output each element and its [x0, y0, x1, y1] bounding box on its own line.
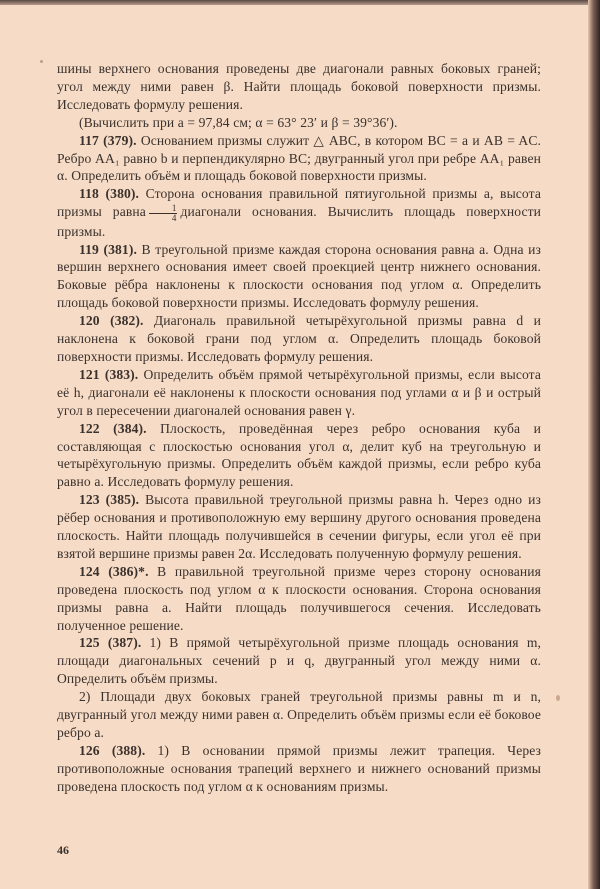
problem-125-part-1: 125 (387). 1) В прямой четырёхугольной призме площадь основания m, площади диагональных сечений p и q, двугранный угол между ними α. Определить объём призмы.: [57, 635, 541, 687]
paragraph-116-calculation: (Вычислить при a = 97,84 см; α = 63° 23′ и β = 39°36′).: [79, 114, 398, 130]
problem-124: 124 (386)*. В правильной треугольной призме через сторону основания проведена плоскость под углом α к плоскости основания. Сторона основания призмы равна a. Найти площадь получившегося сечения. Исследовать полученное решение.: [57, 563, 542, 633]
problem-number: 123 (385).: [79, 492, 140, 508]
page-top-edge: [0, 0, 600, 5]
paper-speck: [40, 60, 43, 63]
paper-speck: [556, 695, 560, 701]
problem-number: 126 (388).: [79, 742, 146, 758]
problem-121: 121 (383). Определить объём прямой четырёхугольной призмы, если высота её h, диагонали её наклонены к плоскости основания под углами α и β и острый угол в пересечении диагоналей основания равен γ.: [57, 366, 542, 418]
page-body: [57, 60, 541, 796]
problem-125-part-2: 2) Площади двух боковых граней треугольной призмы равны m и n, двугранный угол между ними равен α. Определить объём призмы если её боковое ребро a.: [57, 689, 541, 740]
problem-number: 124 (386)*.: [79, 563, 149, 579]
problem-123: 123 (385). Высота правильной треугольной призмы равна h. Через одно из рёбер основания и противоположную ему вершину другого основания проведена плоскость. Найти площадь получившейся в сечении фигуры, если угол её при взятой вершине призмы равен 2α. Исследовать полученную формулу решения.: [57, 492, 542, 561]
page-number: 46: [57, 843, 69, 857]
fraction-one-quarter: $\frac{1}{4}$: [149, 204, 178, 223]
problem-number: 121 (383).: [79, 366, 139, 382]
problem-117: 117 (379). Основанием призмы служит △ ABC, в котором BC = a и AB = AC. Ребро AA₁ равно b и перпендикулярно BC; двугранный угол при ребре AA₁ равен α. Определить объём и площадь боковой поверхности призмы.: [57, 132, 542, 184]
problem-number: 117 (379).: [79, 132, 137, 148]
problem-118: 118 (380). Сторона основания правильной пятиугольной призмы a, высота призмы равна $\frac{1}{4}$ диагонали основания. Вычислить площадь поверхности призмы.: [57, 186, 541, 239]
problem-120: 120 (382). Диагональ правильной четырёхугольной призмы равна d и наклонена к боковой грани под углом α. Определить площадь боковой поверхности призмы. Исследовать формулу решения.: [57, 313, 541, 364]
problem-126: 126 (388). 1) В основании прямой призмы лежит трапеция. Через противоположные основания трапеций верхнего и нижнего оснований призмы проведена плоскость под углом α к основаниям призмы.: [57, 742, 542, 794]
problem-number: 125 (387).: [79, 635, 142, 651]
paragraph-116-continued: шины верхнего основания проведены две диагонали равных боковых граней; угол между ними равен β. Найти площадь боковой поверхности призмы. Исследовать формулу решения.: [57, 61, 541, 112]
problem-number: 120 (382).: [79, 313, 144, 329]
book-spine-shadow: [588, 0, 600, 889]
problem-number: 119 (381).: [79, 241, 137, 257]
problem-number: 118 (380).: [79, 186, 139, 202]
problem-122: 122 (384). Плоскость, проведённая через ребро основания куба и составляющая с плоскостью основания угол α, делит куб на треугольную и четырёхугольную призмы. Определить объём каждой призмы, если ребро куба равно a. Исследовать формулу решения.: [57, 420, 541, 490]
problem-number: 122 (384).: [79, 420, 147, 436]
problem-119: 119 (381). В треугольной призме каждая сторона основания равна a. Одна из вершин верхнего основания имеет своей проекцией центр нижнего основания. Боковые рёбра наклонены к плоскости основания под углом α. Определить площадь боковой поверхности призмы. Исследовать формулу решения.: [57, 241, 541, 311]
